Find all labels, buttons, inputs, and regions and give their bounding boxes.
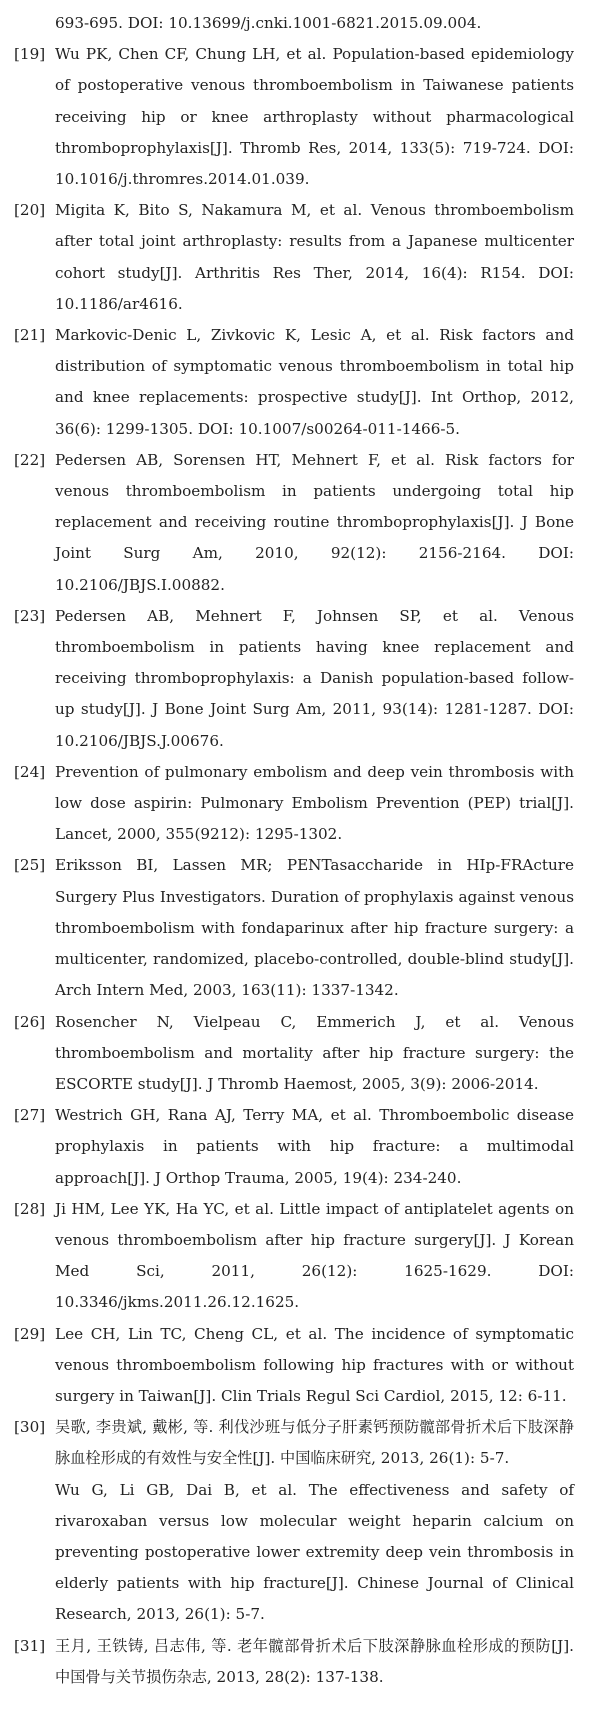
reference-number: [20] [14, 201, 46, 220]
reference-entry-30 [14, 1412, 574, 1474]
reference-entry-31 [14, 1631, 574, 1693]
reference-number: [22] [14, 450, 46, 469]
reference-text: Pedersen AB, Sorensen HT, Mehnert F, et al. Risk factors for venous thromboembolism in patients undergoing total hip replacement and receiving routine thromboprophylaxis[J]. J Bone Joint Surg Am, 2010, 92(12): 2156-2164. DOI: 10.2106/JBJS.I.00882. [55, 450, 574, 594]
reference-entry-28 [14, 1194, 574, 1319]
reference-number: [19] [14, 45, 46, 64]
reference-number: [30] [14, 1418, 46, 1437]
reference-number: [25] [14, 856, 46, 875]
reference-number: [31] [14, 1636, 46, 1655]
reference-translation-english: Wu G, Li GB, Dai B, et al. The effectiveness and safety of rivaroxaban versus low molecular weight heparin calcium on preventing postoperative lower extremity deep vein thrombosis in elderly patients with hip fracture[J]. Chinese Journal of Clinical Research, 2013, 26(1): 5-7. [55, 1480, 574, 1624]
reference-text: Eriksson BI, Lassen MR; PENTasaccharide in HIp-FRActure Surgery Plus Investigators. Duration of prophylaxis against venous thromboembolism with fondaparinux after hip fracture surgery: a multicenter, randomized, placebo-controlled, double-blind study[J]. Arch Intern Med, 2003, 163(11): 1337-1342. [55, 856, 574, 1000]
reference-text: Migita K, Bito S, Nakamura M, et al. Venous thromboembolism after total joint arthroplasty: results from a Japanese multicenter cohort study[J]. Arthritis Res Ther, 2014, 16(4): R154. DOI: 10.1186/ar4616. [55, 201, 574, 313]
reference-number: [27] [14, 1106, 46, 1125]
reference-number: [29] [14, 1324, 46, 1343]
reference-entry-26 [14, 1007, 574, 1101]
reference-text-chinese: 王月, 王铁铸, 吕志伟, 等. 老年髋部骨折术后下肢深静脉血栓形成的预防[J]. 中国骨与关节损伤杂志, 2013, 28(2): 137-138. [55, 1636, 574, 1686]
reference-entry-19 [14, 39, 574, 195]
reference-number: [26] [14, 1012, 46, 1031]
reference-number: [21] [14, 326, 46, 345]
reference-text: Rosencher N, Vielpeau C, Emmerich J, et al. Venous thromboembolism and mortality after hip fracture surgery: the ESCORTE study[J]. J Thromb Haemost, 2005, 3(9): 2006-2014. [55, 1012, 574, 1093]
reference-text: Wu PK, Chen CF, Chung LH, et al. Population-based epidemiology of postoperative venous thromboembolism in Taiwanese patients receiving hip or knee arthroplasty without pharmacological thromboprophylaxis[J]. Thromb Res, 2014, 133(5): 719-724. DOI: 10.1016/j.thromres.2014.01.039. [55, 45, 574, 189]
reference-text: Markovic-Denic L, Zivkovic K, Lesic A, et al. Risk factors and distribution of symptomatic venous thromboembolism in total hip and knee replacements: prospective study[J]. Int Orthop, 2012, 36(6): 1299-1305. DOI: 10.1007/s00264-011-1466-5. [55, 326, 574, 438]
continued-reference-text: 693-695. DOI: 10.13699/j.cnki.1001-6821.2015.09.004. [55, 14, 482, 32]
reference-entry-21 [14, 320, 574, 445]
reference-entry-27 [14, 1100, 574, 1194]
reference-entry-29 [14, 1319, 574, 1413]
reference-text: Prevention of pulmonary embolism and deep vein thrombosis with low dose aspirin: Pulmonary Embolism Prevention (PEP) trial[J]. Lancet, 2000, 355(9212): 1295-1302. [55, 762, 574, 844]
reference-number: [28] [14, 1199, 46, 1218]
reference-entry-24 [14, 757, 574, 851]
reference-text: Ji HM, Lee YK, Ha YC, et al. Little impact of antiplatelet agents on venous thromboembolism after hip fracture surgery[J]. J Korean Med Sci, 2011, 26(12): 1625-1629. DOI: 10.3346/jkms.2011.26.12.1625. [55, 1199, 574, 1312]
reference-entry-25 [14, 850, 574, 1006]
reference-number: [23] [14, 606, 46, 625]
reference-text: Westrich GH, Rana AJ, Terry MA, et al. Thromboembolic disease prophylaxis in patients with hip fracture: a multimodal approach[J]. J Orthop Trauma, 2005, 19(4): 234-240. [55, 1106, 574, 1187]
reference-text: Pedersen AB, Mehnert F, Johnsen SP, et al. Venous thromboembolism in patients having knee replacement and receiving thromboprophylaxis: a Danish population-based follow-up study[J]. J Bone Joint Surg Am, 2011, 93(14): 1281-1287. DOI: 10.2106/JBJS.J.00676. [55, 606, 574, 750]
reference-entry-22 [14, 445, 574, 601]
reference-entry-23 [14, 601, 574, 757]
reference-number: [24] [14, 762, 46, 781]
reference-text-chinese: 吴歌, 李贵斌, 戴彬, 等. 利伐沙班与低分子肝素钙预防髋部骨折术后下肢深静脉血栓形成的有效性与安全性[J]. 中国临床研究, 2013, 26(1): 5-7. [55, 1418, 574, 1468]
reference-text: Lee CH, Lin TC, Cheng CL, et al. The incidence of symptomatic venous thromboembolism following hip fractures with or without surgery in Taiwan[J]. Clin Trials Regul Sci Cardiol, 2015, 12: 6-11. [55, 1324, 574, 1405]
reference-entry-20 [14, 195, 574, 320]
